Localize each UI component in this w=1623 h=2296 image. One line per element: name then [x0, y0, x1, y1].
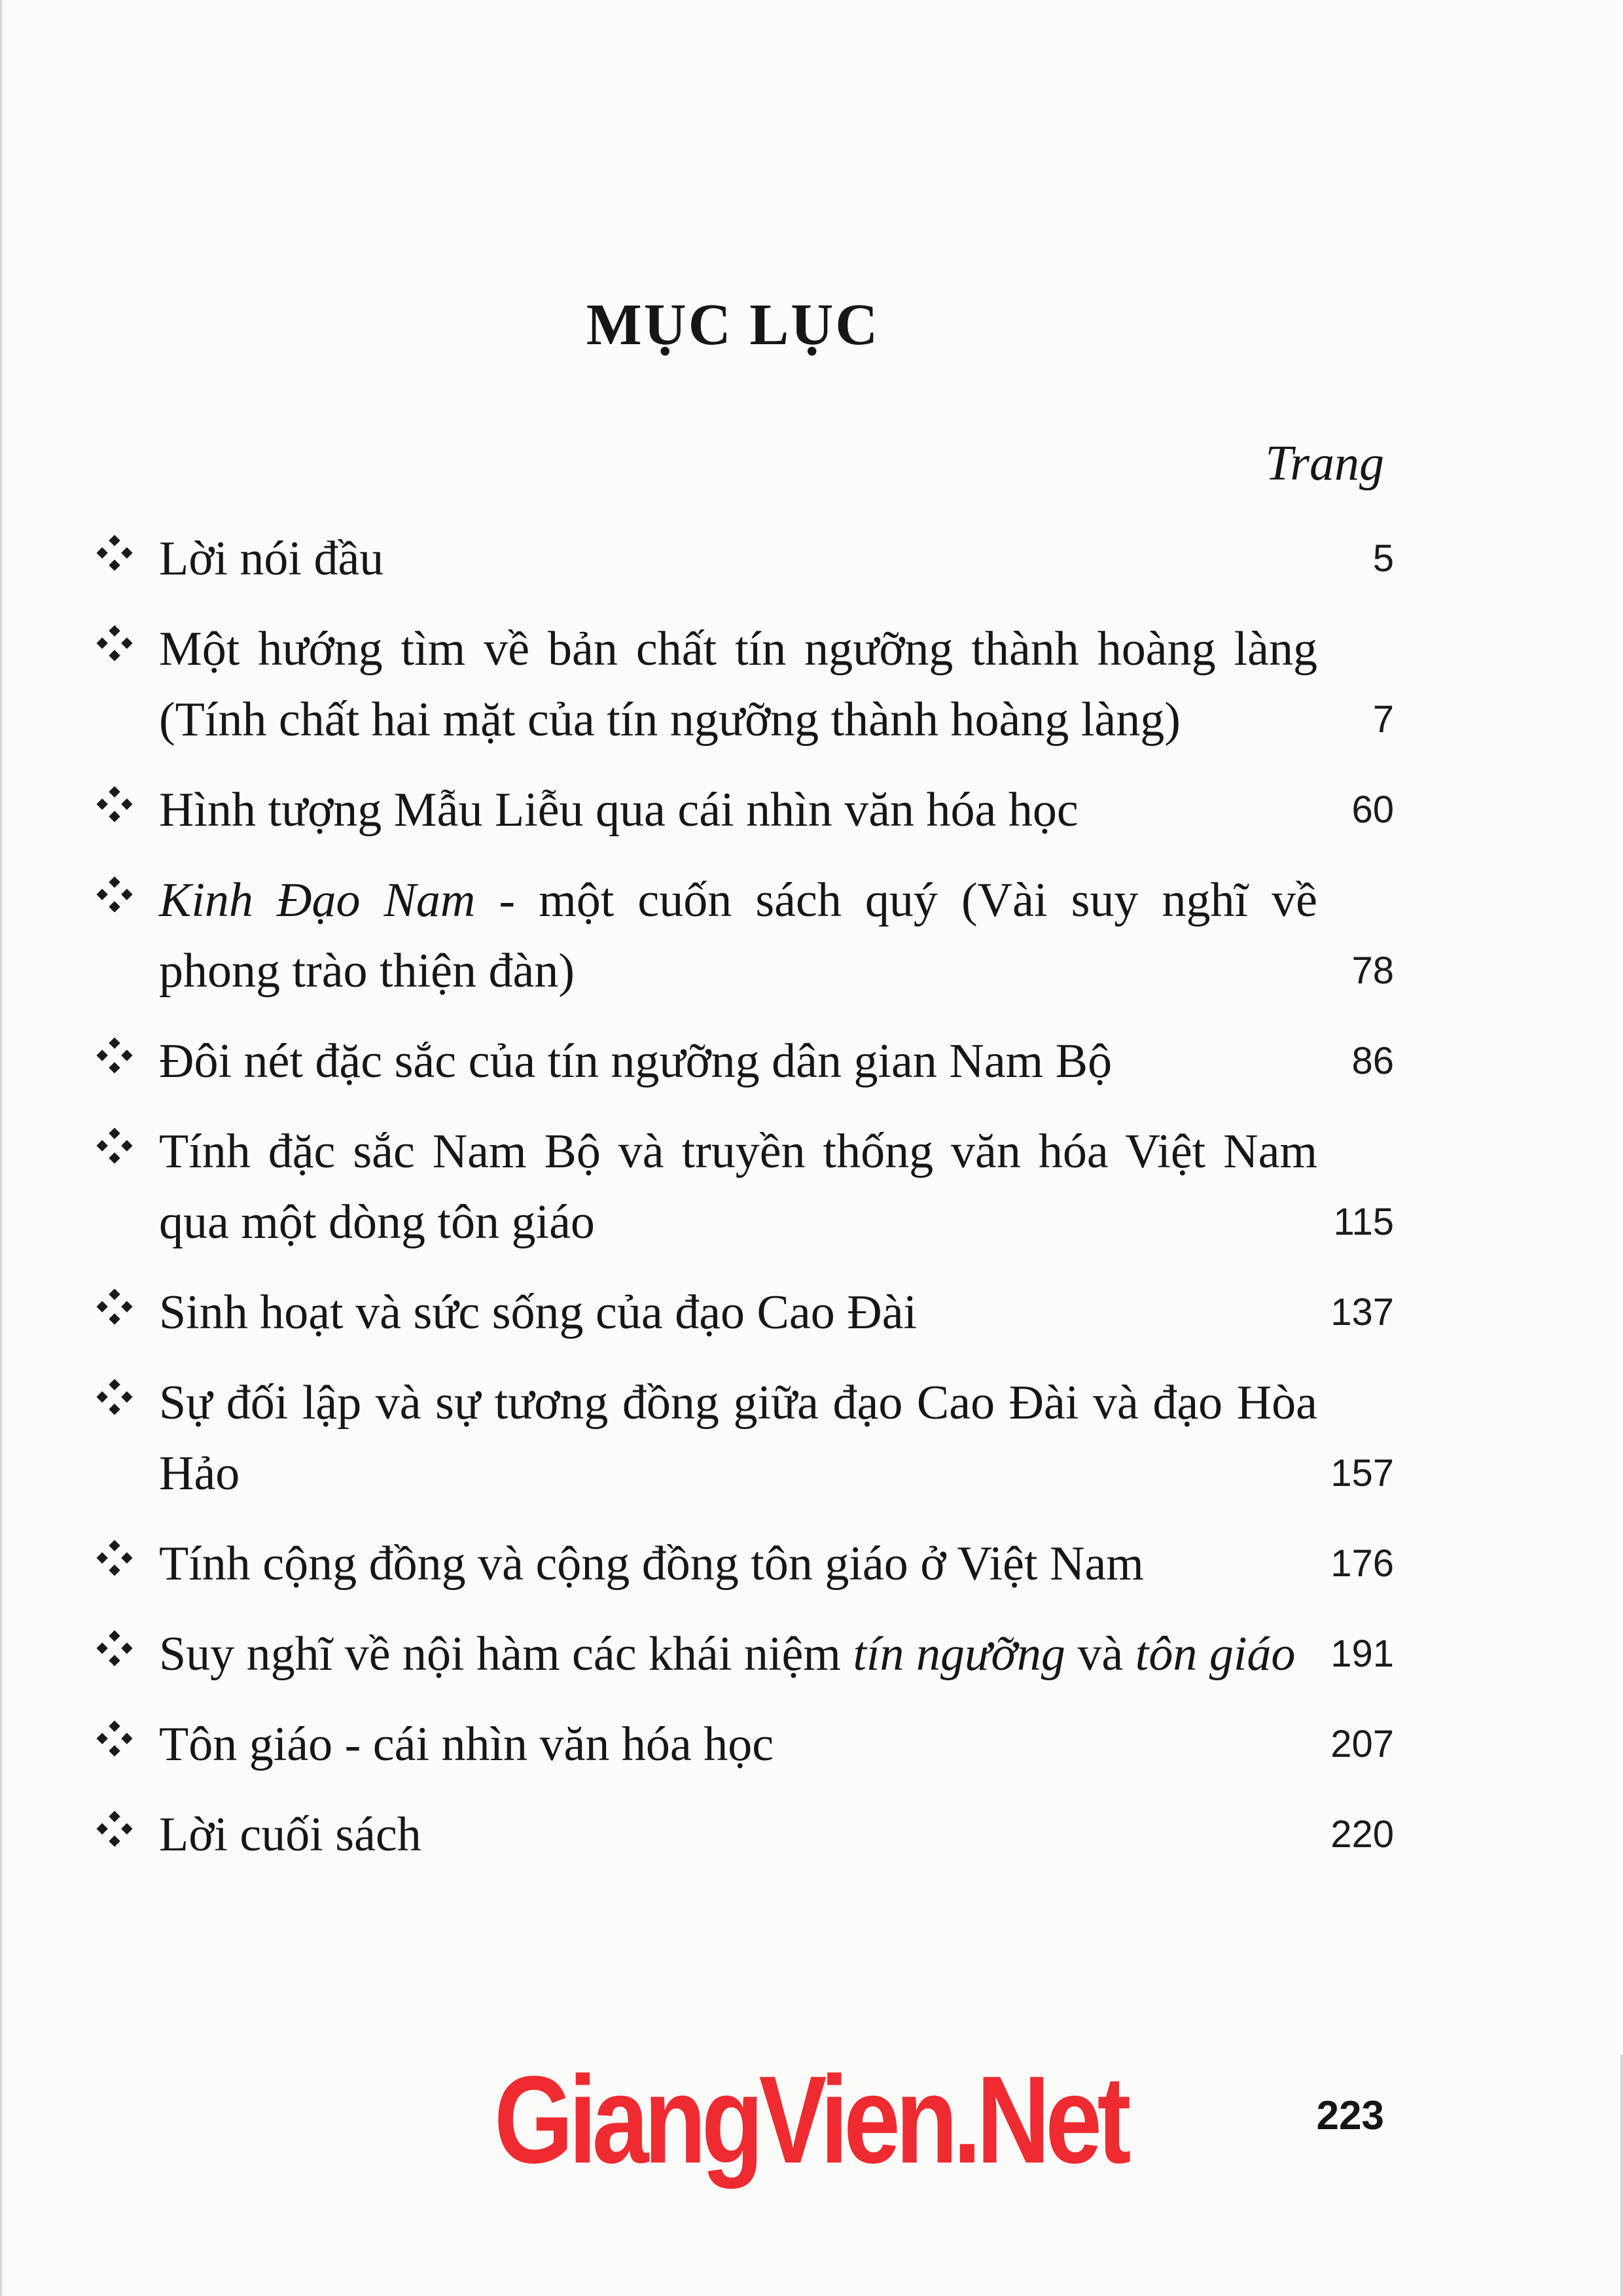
- four-diamond-bullet-icon: [88, 775, 141, 834]
- toc-entry[interactable]: [88, 865, 1394, 1006]
- four-diamond-bullet-icon: [88, 865, 141, 924]
- toc-entry-page: 220: [1330, 1813, 1394, 1856]
- four-diamond-bullet-icon: [88, 1619, 141, 1678]
- toc-entry[interactable]: [88, 1619, 1394, 1689]
- four-diamond-bullet-icon: [88, 1709, 141, 1768]
- four-diamond-bullet-icon: [88, 1026, 141, 1085]
- toc-entry-title: Tính cộng đồng và cộng đồng tôn giáo ở Việt Nam: [159, 1537, 1144, 1591]
- toc-entry-page: 191: [1330, 1633, 1394, 1675]
- four-diamond-bullet-icon: [88, 614, 141, 673]
- toc-entry[interactable]: [88, 1709, 1394, 1780]
- toc-entry-page: 207: [1330, 1723, 1394, 1765]
- toc-entry[interactable]: [88, 614, 1394, 755]
- page-number: 223: [1316, 2093, 1384, 2138]
- four-diamond-bullet-icon: [88, 1116, 141, 1175]
- toc-entry-page: 157: [1330, 1452, 1394, 1494]
- toc-entry-title: [159, 1619, 1317, 1689]
- toc-entry-title-italic: Kinh Đạo Nam: [159, 874, 476, 927]
- page-column-header: Trang: [1265, 436, 1384, 491]
- page-edge-right: [1620, 2055, 1623, 2296]
- toc-entry-title-mid: và: [1065, 1627, 1135, 1681]
- toc-entry[interactable]: [88, 775, 1394, 845]
- toc-entry[interactable]: [88, 1116, 1394, 1258]
- toc-entry-title: Sinh hoạt và sức sống của đạo Cao Đài: [159, 1286, 918, 1339]
- page-title: MỤC LỤC: [586, 292, 880, 357]
- toc-entry[interactable]: [88, 1277, 1394, 1348]
- toc-entry-page: 7: [1372, 698, 1394, 741]
- four-diamond-bullet-icon: [88, 1528, 141, 1587]
- toc-entry-page: 176: [1330, 1542, 1394, 1585]
- toc-entry-page: 5: [1372, 537, 1394, 580]
- toc-entry-title: Lời nói đầu: [159, 532, 384, 586]
- toc-entry-title: Một hướng tìm về bản chất tín ngưỡng thành hoàng làng (Tính chất hai mặt của tín ngưỡng thành hoàng làng): [159, 622, 1317, 747]
- four-diamond-bullet-icon: [88, 1368, 141, 1426]
- four-diamond-bullet-icon: [88, 523, 141, 582]
- toc-entry-title: Tính đặc sắc Nam Bộ và truyền thống văn hóa Việt Nam qua một dòng tôn giáo: [159, 1125, 1317, 1249]
- toc-entry[interactable]: [88, 1026, 1394, 1097]
- toc-entry[interactable]: [88, 523, 1394, 594]
- toc-entry-title: Đôi nét đặc sắc của tín ngưỡng dân gian Nam Bộ: [159, 1034, 1113, 1088]
- toc-entry-title: Tôn giáo - cái nhìn văn hóa học: [159, 1718, 774, 1771]
- toc-entry-page: 60: [1351, 788, 1394, 831]
- toc-entry-title: Sự đối lập và sự tương đồng giữa đạo Cao Đài và đạo Hòa Hảo: [159, 1376, 1317, 1500]
- toc-entry-page: 78: [1351, 949, 1394, 992]
- toc-entry-title-rest: - một cuốn sách quý (Vài suy nghĩ về phong trào thiện đàn): [159, 874, 1317, 998]
- toc-entry-title-italic: tín ngưỡng: [853, 1627, 1065, 1681]
- toc-entry-title-start: Suy nghĩ về nội hàm các khái niệm: [159, 1627, 853, 1681]
- four-diamond-bullet-icon: [88, 1799, 141, 1858]
- toc-entry-page: 86: [1351, 1040, 1394, 1082]
- toc-entry[interactable]: [88, 1528, 1394, 1599]
- watermark-logo: GiangVien.Net: [494, 2051, 1127, 2189]
- toc-entry[interactable]: [88, 1799, 1394, 1870]
- toc-entry-title: Lời cuối sách: [159, 1808, 421, 1862]
- toc-entry-page: 115: [1333, 1201, 1394, 1243]
- table-of-contents: [88, 523, 1394, 1890]
- toc-entry-title-italic: tôn giáo: [1135, 1627, 1296, 1681]
- four-diamond-bullet-icon: [88, 1277, 141, 1336]
- toc-entry[interactable]: [88, 1368, 1394, 1509]
- toc-entry-page: 137: [1330, 1291, 1394, 1333]
- toc-entry-title: Hình tượng Mẫu Liễu qua cái nhìn văn hóa học: [159, 783, 1079, 837]
- toc-entry-title: [159, 865, 1317, 1006]
